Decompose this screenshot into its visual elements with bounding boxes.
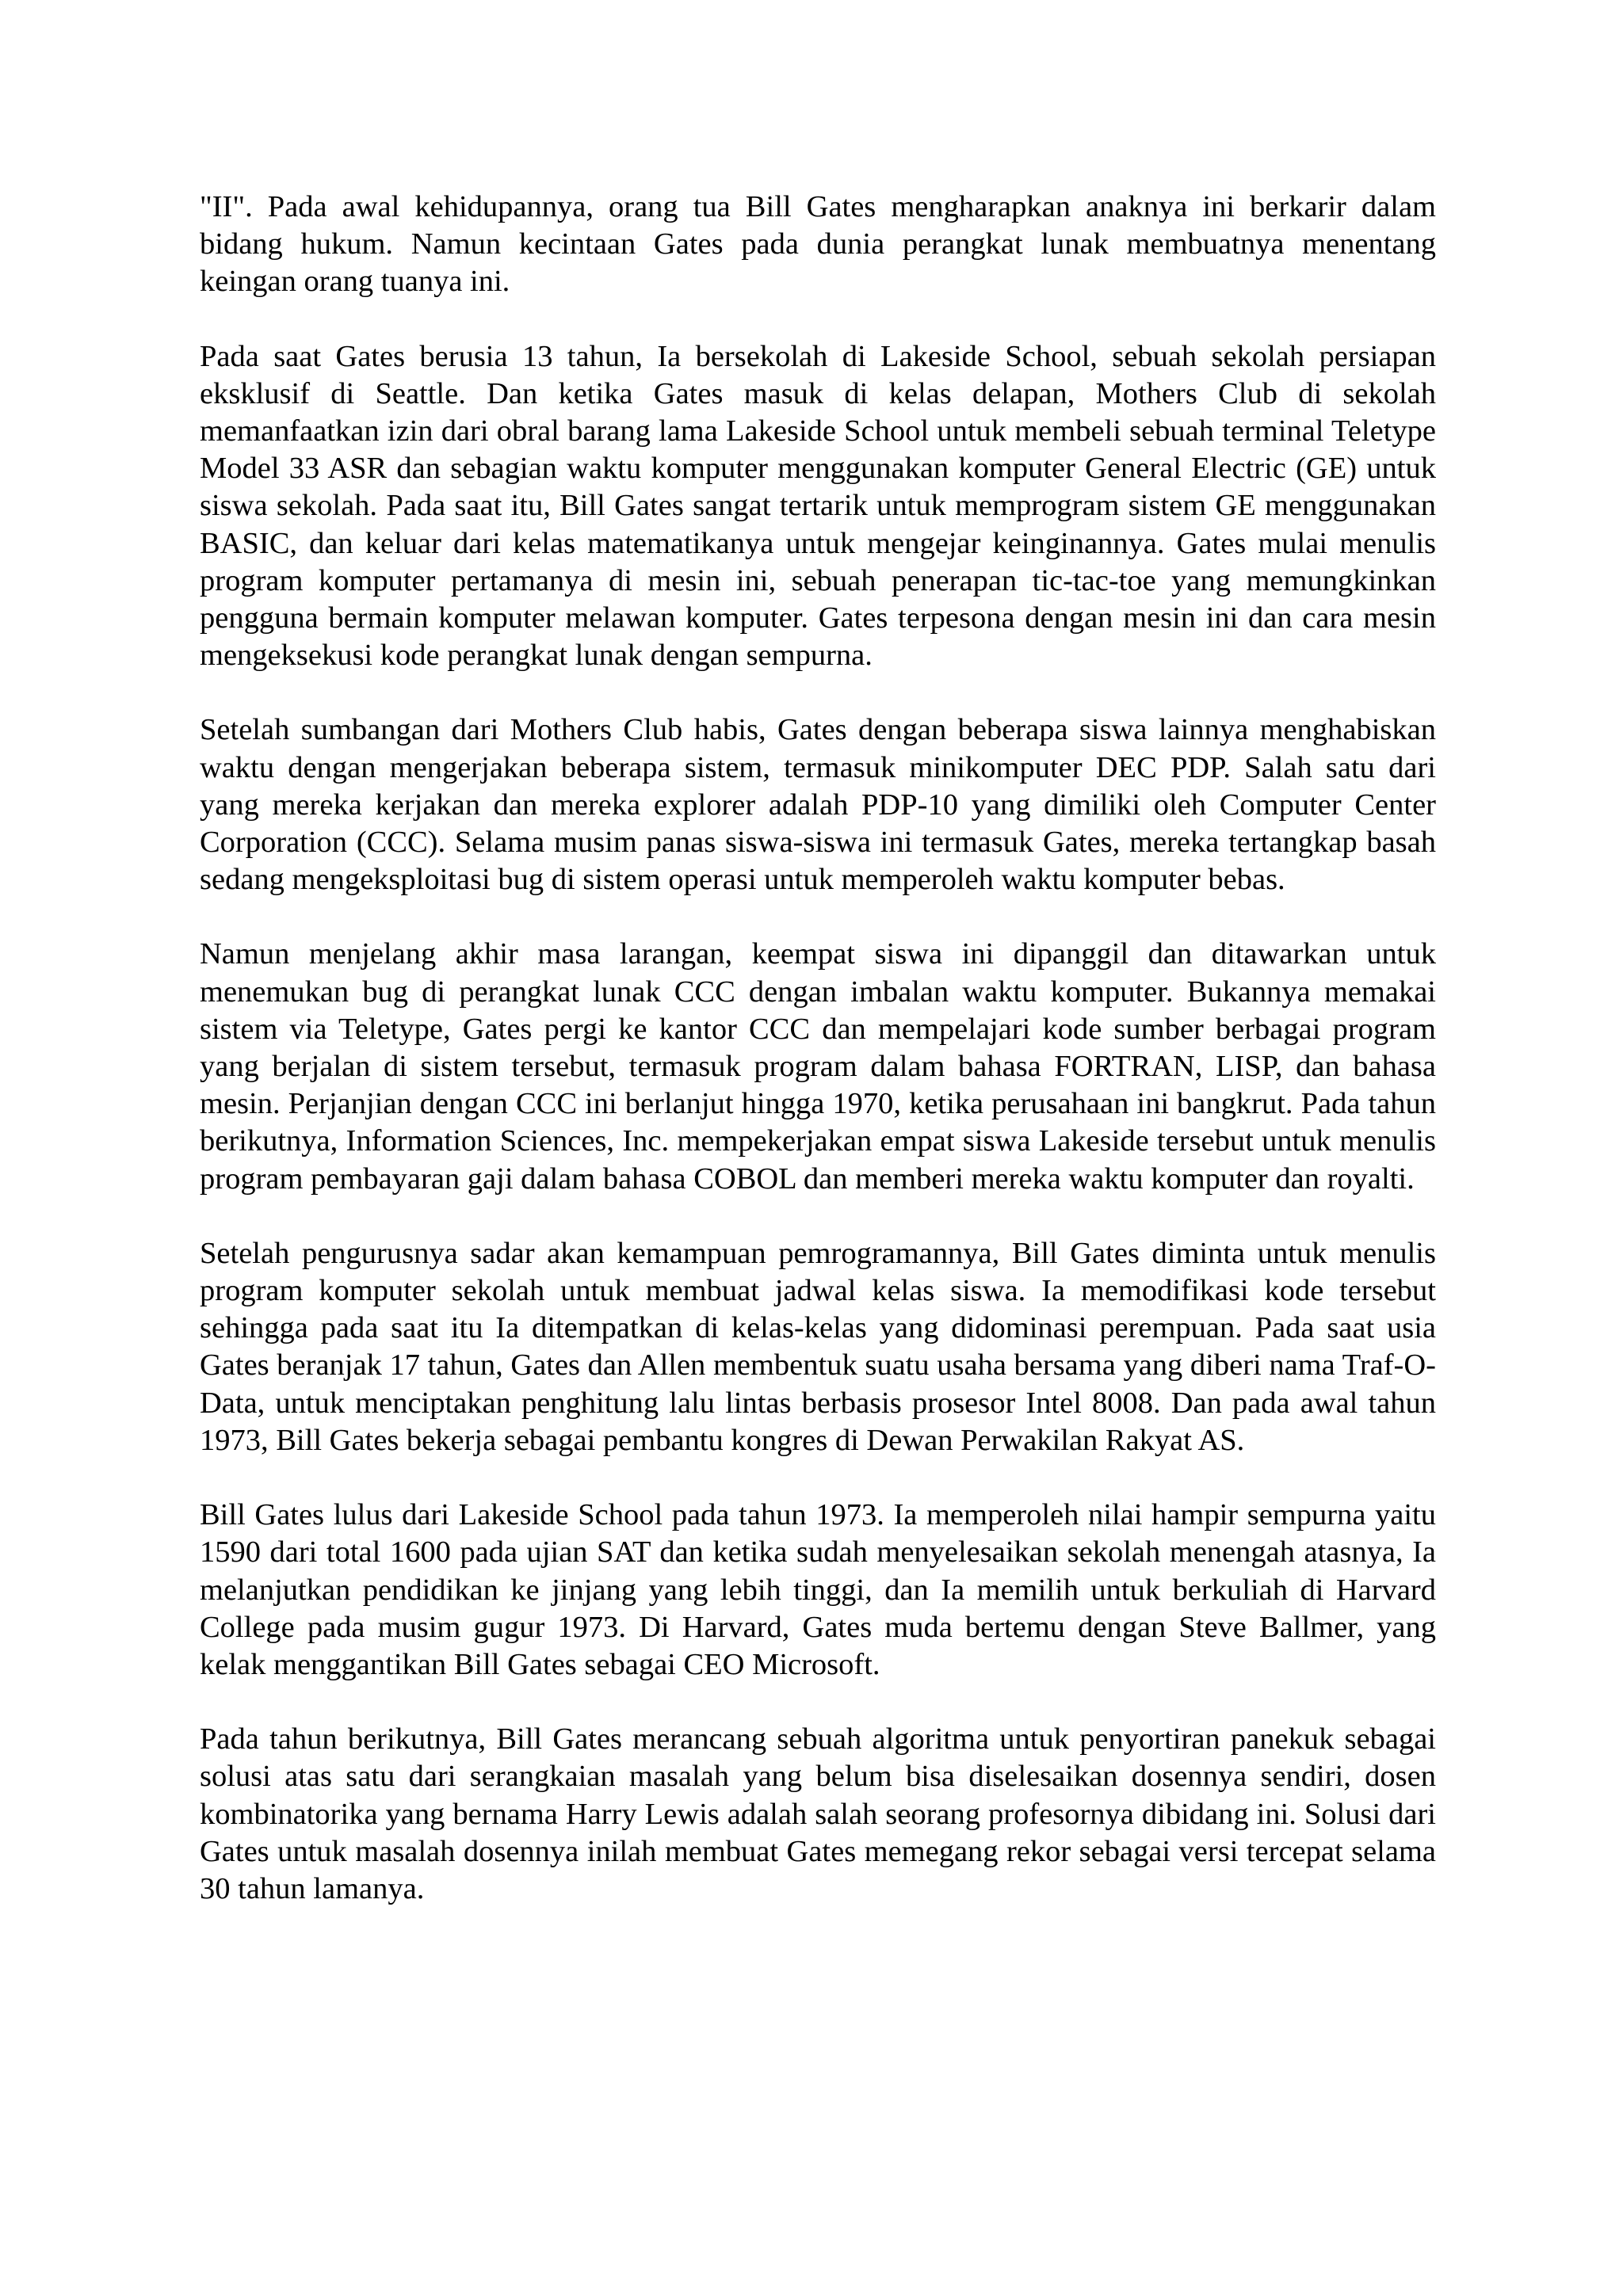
paragraph-5: Setelah pengurusnya sadar akan kemampuan pemrogramannya, Bill Gates diminta untuk menulis program komputer sekolah untuk membuat jadwal kelas siswa. Ia memodifikasi kode tersebut sehingga pada saat itu Ia ditempatkan di kelas-kelas yang didominasi perempuan. Pada saat usia Gates beranjak 17 tahun, Gates dan Allen membentuk suatu usaha bersama yang diberi nama Traf-O-Data, untuk menciptakan penghitung lalu lintas berbasis prosesor Intel 8008. Dan pada awal tahun 1973, Bill Gates bekerja sebagai pembantu kongres di Dewan Perwakilan Rakyat AS. (200, 1236, 1436, 1457)
paragraph-4: Namun menjelang akhir masa larangan, keempat siswa ini dipanggil dan ditawarkan untuk menemukan bug di perangkat lunak CCC dengan imbalan waktu komputer. Bukannya memakai sistem via Teletype, Gates pergi ke kantor CCC dan mempelajari kode sumber berbagai program yang berjalan di sistem tersebut, termasuk program dalam bahasa FORTRAN, LISP, dan bahasa mesin. Perjanjian dengan CCC ini berlanjut hingga 1970, ketika perusahaan ini bangkrut. Pada tahun berikutnya, Information Sciences, Inc. mempekerjakan empat siswa Lakeside tersebut untuk menulis program pembayaran gaji dalam bahasa COBOL dan memberi mereka waktu komputer dan royalti. (200, 937, 1436, 1196)
paragraph-3: Setelah sumbangan dari Mothers Club habis, Gates dengan beberapa siswa lainnya menghabiskan waktu dengan mengerjakan beberapa sistem, termasuk minikomputer DEC PDP. Salah satu dari yang mereka kerjakan dan mereka explorer adalah PDP-10 yang dimiliki oleh Computer Center Corporation (CCC). Selama musim panas siswa-siswa ini termasuk Gates, mereka tertangkap basah sedang mengeksploitasi bug di sistem operasi untuk memperoleh waktu komputer bebas. (200, 713, 1436, 897)
document-page (200, 189, 1436, 1908)
paragraph-6: Bill Gates lulus dari Lakeside School pada tahun 1973. Ia memperoleh nilai hampir sempurna yaitu 1590 dari total 1600 pada ujian SAT dan ketika sudah menyelesaikan sekolah menengah atasnya, Ia melanjutkan pendidikan ke jinjang yang lebih tinggi, dan Ia memilih untuk berkuliah di Harvard College pada musim gugur 1973. Di Harvard, Gates muda bertemu dengan Steve Ballmer, yang kelak menggantikan Bill Gates sebagai CEO Microsoft. (200, 1498, 1436, 1681)
paragraph-7: Pada tahun berikutnya, Bill Gates merancang sebuah algoritma untuk penyortiran panekuk sebagai solusi atas satu dari serangkaian masalah yang belum bisa diselesaikan dosennya sendiri, dosen kombinatorika yang bernama Harry Lewis adalah salah seorang profesornya dibidang ini. Solusi dari Gates untuk masalah dosennya inilah membuat Gates memegang rekor sebagai versi tercepat selama 30 tahun lamanya. (200, 1722, 1436, 1905)
paragraph-1: "II". Pada awal kehidupannya, orang tua Bill Gates mengharapkan anaknya ini berkarir dalam bidang hukum. Namun kecintaan Gates pada dunia perangkat lunak membuatnya menentang keingan orang tuanya ini. (200, 190, 1436, 299)
paragraph-2: Pada saat Gates berusia 13 tahun, Ia bersekolah di Lakeside School, sebuah sekolah persiapan eksklusif di Seattle. Dan ketika Gates masuk di kelas delapan, Mothers Club di sekolah memanfaatkan izin dari obral barang lama Lakeside School untuk membeli sebuah terminal Teletype Model 33 ASR dan sebagian waktu komputer menggunakan komputer General Electric (GE) untuk siswa sekolah. Pada saat itu, Bill Gates sangat tertarik untuk memprogram sistem GE menggunakan BASIC, dan keluar dari kelas matematikanya untuk mengejar keinginannya. Gates mulai menulis program komputer pertamanya di mesin ini, sebuah penerapan tic-tac-toe yang memungkinkan pengguna bermain komputer melawan komputer. Gates terpesona dengan mesin ini dan cara mesin mengeksekusi kode perangkat lunak dengan sempurna. (200, 339, 1436, 673)
